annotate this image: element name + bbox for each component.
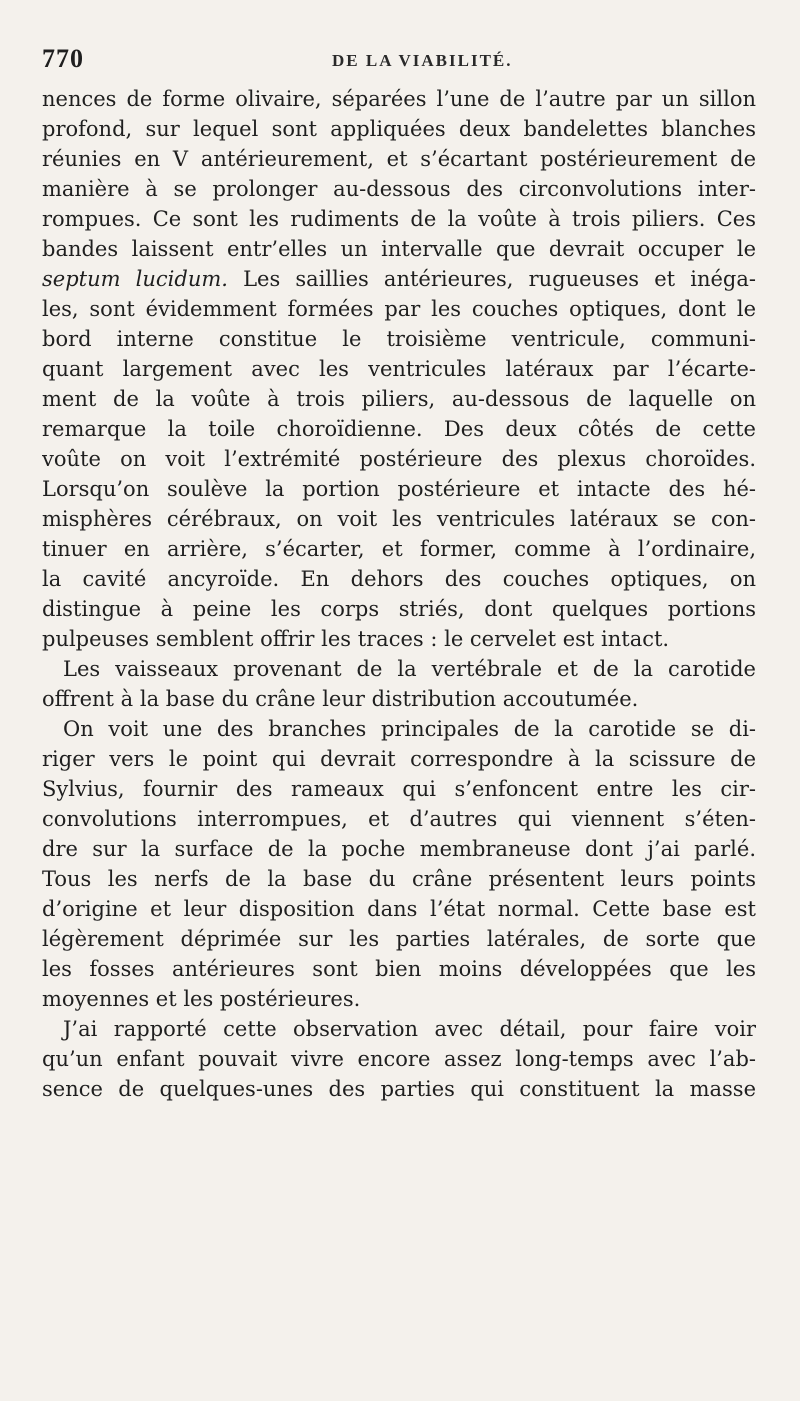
text-line: Lorsqu’on soulève la portion postérieure et intacte des hé-: [42, 477, 756, 501]
text-line: Sylvius, fournir des rameaux qui s’enfoncent entre les cir-: [42, 777, 756, 801]
line-text: bandes laissent entr’elles un intervalle que devrait occuper le: [42, 237, 756, 261]
text-line: moyennes et les postérieures.: [42, 987, 361, 1011]
text-line: On voit une des branches principales de la carotide se di-: [63, 717, 756, 741]
text-line: les, sont évidemment formées par les couches optiques, dont le: [42, 297, 756, 321]
text-line: qu’un enfant pouvait vivre encore assez long-temps avec l’ab-: [42, 1047, 756, 1071]
text-line: J’ai rapporté cette observation avec détail, pour faire voir: [63, 1017, 756, 1041]
text-line: offrent à la base du crâne leur distribution accoutumée.: [42, 687, 639, 711]
running-title: DE LA VIABILITÉ.: [332, 51, 513, 70]
text-line: [42, 234, 756, 264]
text-line: la cavité ancyroïde. En dehors des couches optiques, on: [42, 567, 756, 591]
italic-term: septum lucidum.: [42, 267, 228, 291]
text-line: convolutions interrompues, et d’autres qui viennent s’éten-: [42, 807, 756, 831]
text-line: bord interne constitue le troisième ventricule, communi-: [42, 327, 756, 351]
text-line: misphères cérébraux, on voit les ventricules latéraux se con-: [42, 507, 756, 531]
text-line: manière à se prolonger au-dessous des circonvolutions inter-: [42, 177, 756, 201]
line-text: Les saillies antérieures, rugueuses et inéga-: [227, 267, 756, 291]
text-line: sence de quelques-unes des parties qui constituent la masse: [42, 1077, 756, 1101]
text-line: nences de forme olivaire, séparées l’une de l’autre par un sillon: [42, 87, 756, 111]
text-line: Tous les nerfs de la base du crâne présentent leurs points: [42, 867, 756, 891]
text-line: Les vaisseaux provenant de la vertébrale et de la carotide: [63, 657, 756, 681]
text-line: tinuer en arrière, s’écarter, et former, comme à l’ordinaire,: [42, 537, 756, 561]
text-line: les fosses antérieures sont bien moins développées que les: [42, 957, 756, 981]
text-line: dre sur la surface de la poche membraneuse dont j’ai parlé.: [42, 837, 756, 861]
text-line: pulpeuses semblent offrir les traces : le cervelet est intact.: [42, 627, 670, 651]
text-line: légèrement déprimée sur les parties latérales, de sorte que: [42, 927, 756, 951]
text-line: distingue à peine les corps striés, dont quelques portions: [42, 597, 756, 621]
text-line: [42, 264, 756, 294]
text-line: riger vers le point qui devrait correspondre à la scissure de: [42, 747, 756, 771]
text-line: rompues. Ce sont les rudiments de la voûte à trois piliers. Ces: [42, 207, 756, 231]
running-head: [42, 44, 750, 74]
body-text: [42, 84, 756, 1104]
text-line: profond, sur lequel sont appliquées deux bandelettes blanches: [42, 117, 756, 141]
text-line: voûte on voit l’extrémité postérieure des plexus choroïdes.: [42, 447, 756, 471]
text-line: quant largement avec les ventricules latéraux par l’écarte-: [42, 357, 756, 381]
text-line: ment de la voûte à trois piliers, au-dessous de laquelle on: [42, 387, 756, 411]
text-line: d’origine et leur disposition dans l’état normal. Cette base est: [42, 897, 756, 921]
text-line: remarque la toile choroïdienne. Des deux côtés de cette: [42, 417, 756, 441]
text-line: réunies en V antérieurement, et s’écartant postérieurement de: [42, 147, 756, 171]
page-number: 770: [42, 44, 84, 73]
